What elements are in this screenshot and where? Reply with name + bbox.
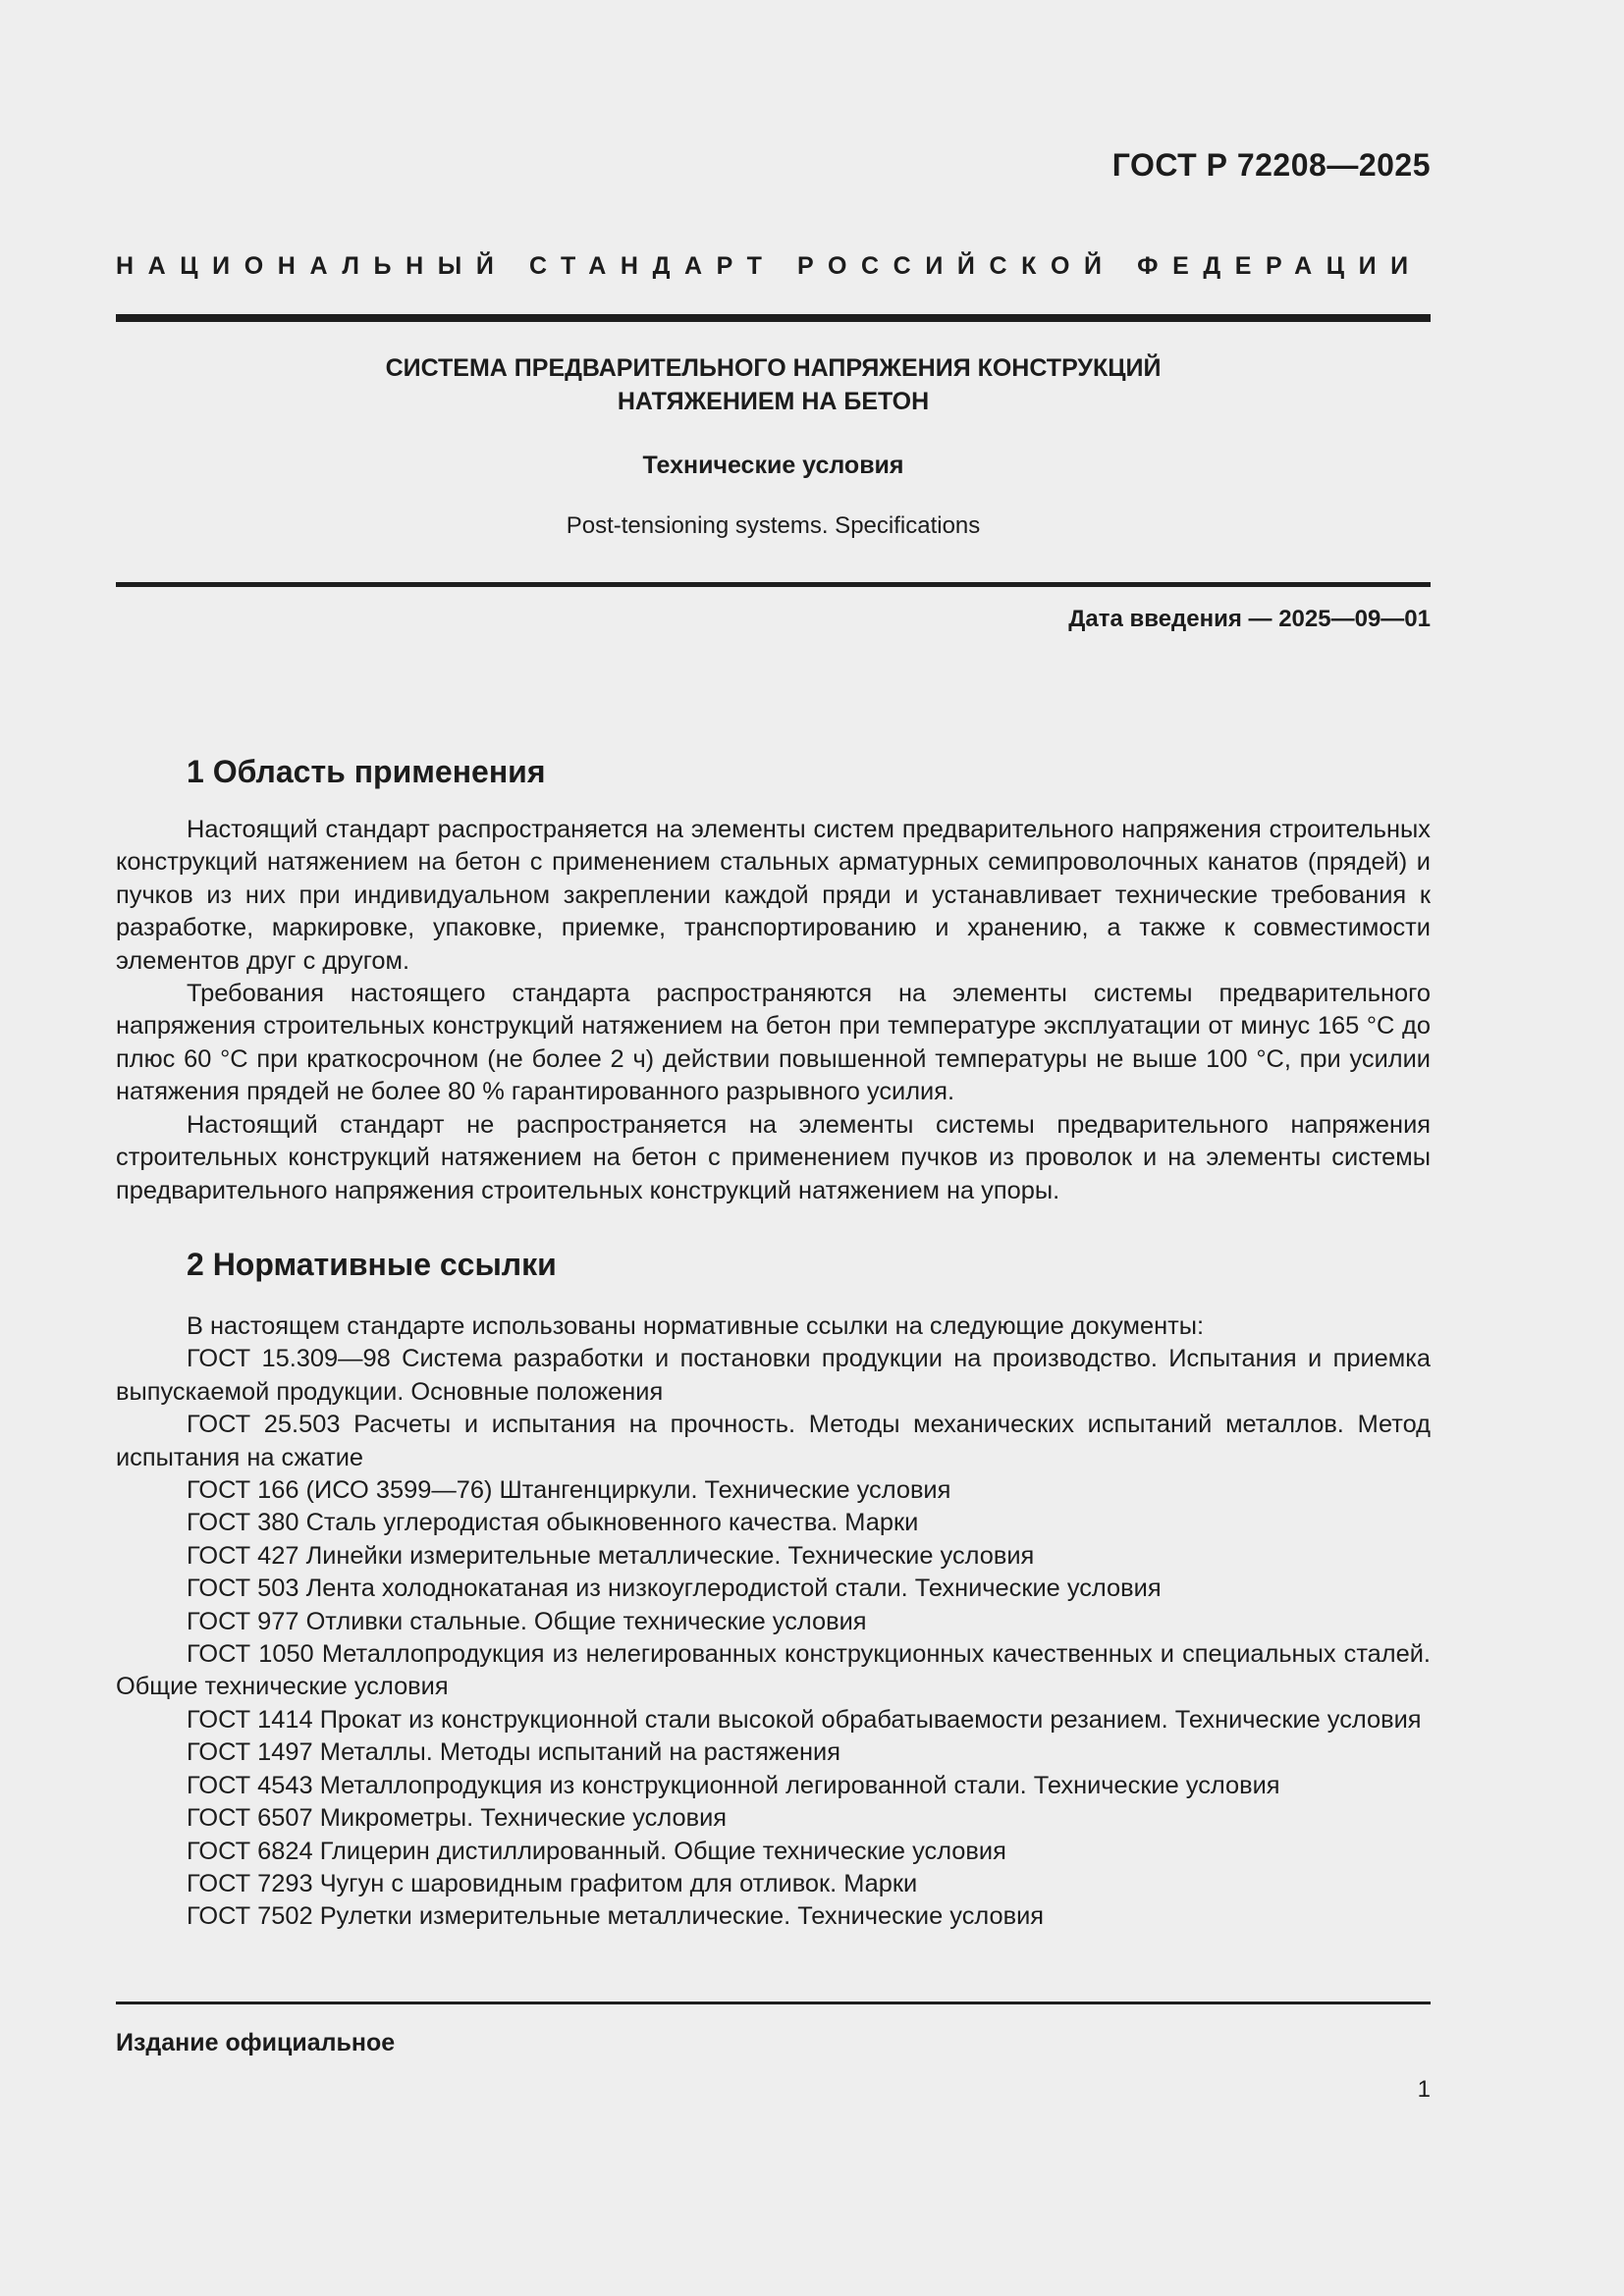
document-subtitle: Технические условия <box>642 452 904 479</box>
reference-item <box>116 1540 1431 1573</box>
reference-title: Чугун с шаровидным графитом для отливок. Марки <box>319 1869 918 1897</box>
reference-item <box>116 1573 1431 1605</box>
title-line-2: НАТЯЖЕНИЕМ НА БЕТОН <box>617 388 930 415</box>
reference-code: ГОСТ 380 <box>187 1509 299 1537</box>
reference-code: ГОСТ 503 <box>187 1575 299 1603</box>
reference-title: Сталь углеродистая обыкновенного качества. Марки <box>305 1509 919 1537</box>
references-intro: В настоящем стандарте использованы нормативные ссылки на следующие документы: <box>187 1312 1205 1340</box>
reference-item <box>116 1704 1431 1736</box>
reference-item <box>116 1409 1431 1474</box>
section-2-heading: 2 Нормативные ссылки <box>187 1247 557 1282</box>
reference-code: ГОСТ 977 <box>187 1607 299 1635</box>
section-1-heading: 1 Область применения <box>187 754 546 789</box>
reference-title: Глицерин дистиллированный. Общие технические условия <box>319 1837 1006 1865</box>
reference-title: Линейки измерительные металлические. Технические условия <box>305 1541 1035 1570</box>
reference-code: ГОСТ 7293 <box>187 1869 313 1897</box>
section-1-paragraph: Требования настоящего стандарта распространяются на элементы системы предварительного напряжения строительных конструкций натяжением на бетон при температуре эксплуатации от минус 165 °С до плюс 60 °С при краткосрочном (не более 2 ч) действии повышенной температуры не выше 100 °С, при усилии натяжения прядей не более 80 % гарантированного разрывного усилия. <box>116 980 1431 1106</box>
section-1-paragraph: Настоящий стандарт не распространяется на элементы системы предварительного напряжения строительных конструкций натяжением на бетон с применением пучков из проволок и на элементы системы предварительного напряжения строительных конструкций натяжением на упоры. <box>116 1111 1431 1204</box>
footer-divider <box>116 2002 1431 2004</box>
reference-title: Металлы. Методы испытаний на растяжения <box>319 1738 840 1767</box>
reference-code: ГОСТ 7502 <box>187 1902 313 1931</box>
introduction-date: Дата введения — 2025—09—01 <box>1068 606 1431 632</box>
reference-title: Металлопродукция из нелегированных конструкционных качественных и специальных сталей. Общие технические условия <box>116 1640 1431 1701</box>
reference-code: ГОСТ 1414 <box>187 1705 313 1734</box>
document-title <box>116 351 1431 418</box>
english-title: Post-tensioning systems. Specifications <box>566 512 981 539</box>
reference-title: Расчеты и испытания на прочность. Методы механических испытаний металлов. Метод испытания на сжатие <box>116 1411 1431 1471</box>
reference-item <box>116 1868 1431 1900</box>
reference-title: Рулетки измерительные металлические. Технические условия <box>319 1902 1045 1931</box>
page-number: 1 <box>1417 2076 1431 2103</box>
reference-title: Лента холоднокатаная из низкоуглеродистой стали. Технические условия <box>305 1575 1162 1603</box>
reference-code: ГОСТ 15.309—98 <box>187 1345 391 1373</box>
reference-item <box>116 1638 1431 1704</box>
reference-item <box>116 1474 1431 1507</box>
normative-references-list <box>116 1310 1431 1934</box>
reference-item <box>116 1836 1431 1868</box>
reference-code: ГОСТ 6824 <box>187 1837 313 1865</box>
reference-item <box>116 1900 1431 1933</box>
reference-code: ГОСТ 1497 <box>187 1738 313 1767</box>
section-1-paragraph: Настоящий стандарт распространяется на элементы систем предварительного напряжения строительных конструкций натяжением на бетон с применением стальных арматурных семипроволочных канатов (прядей) и пучков из них при индивидуальном закреплении каждой пряди и устанавливает технические требования к разработке, маркировке, упаковке, приемке, транспортированию и хранению, а также к совместимости элементов друг с другом. <box>116 816 1431 975</box>
reference-title: Система разработки и постановки продукции на производство. Испытания и приемка выпускаемой продукции. Основные положения <box>116 1345 1431 1406</box>
reference-title: Прокат из конструкционной стали высокой обрабатываемости резанием. Технические условия <box>319 1705 1422 1734</box>
national-standard-banner: НАЦИОНАЛЬНЫЙ СТАНДАРТ РОССИЙСКОЙ ФЕДЕРАЦИИ <box>116 252 1423 280</box>
top-divider <box>116 314 1431 322</box>
reference-code: ГОСТ 25.503 <box>187 1411 341 1439</box>
official-edition-label: Издание официальное <box>116 2029 396 2056</box>
reference-code: ГОСТ 427 <box>187 1541 299 1570</box>
reference-item <box>116 1507 1431 1539</box>
reference-code: ГОСТ 1050 <box>187 1640 314 1669</box>
reference-title: Отливки стальные. Общие технические условия <box>305 1607 867 1635</box>
reference-item <box>116 1770 1431 1802</box>
reference-item <box>116 1802 1431 1835</box>
reference-title: Металлопродукция из конструкционной легированной стали. Технические условия <box>319 1771 1280 1799</box>
document-code: ГОСТ Р 72208—2025 <box>1111 147 1431 183</box>
reference-title: Микрометры. Технические условия <box>319 1804 728 1833</box>
reference-item <box>116 1343 1431 1409</box>
title-line-1: СИСТЕМА ПРЕДВАРИТЕЛЬНОГО НАПРЯЖЕНИЯ КОНСТРУКЦИЙ <box>385 354 1162 382</box>
reference-item <box>116 1736 1431 1769</box>
reference-code: ГОСТ 6507 <box>187 1804 313 1833</box>
title-divider <box>116 582 1431 587</box>
reference-code: ГОСТ 4543 <box>187 1771 313 1799</box>
reference-code: ГОСТ 166 (ИСО 3599—76) <box>187 1476 493 1505</box>
reference-item <box>116 1606 1431 1638</box>
reference-title: Штангенциркули. Технические условия <box>499 1476 951 1505</box>
